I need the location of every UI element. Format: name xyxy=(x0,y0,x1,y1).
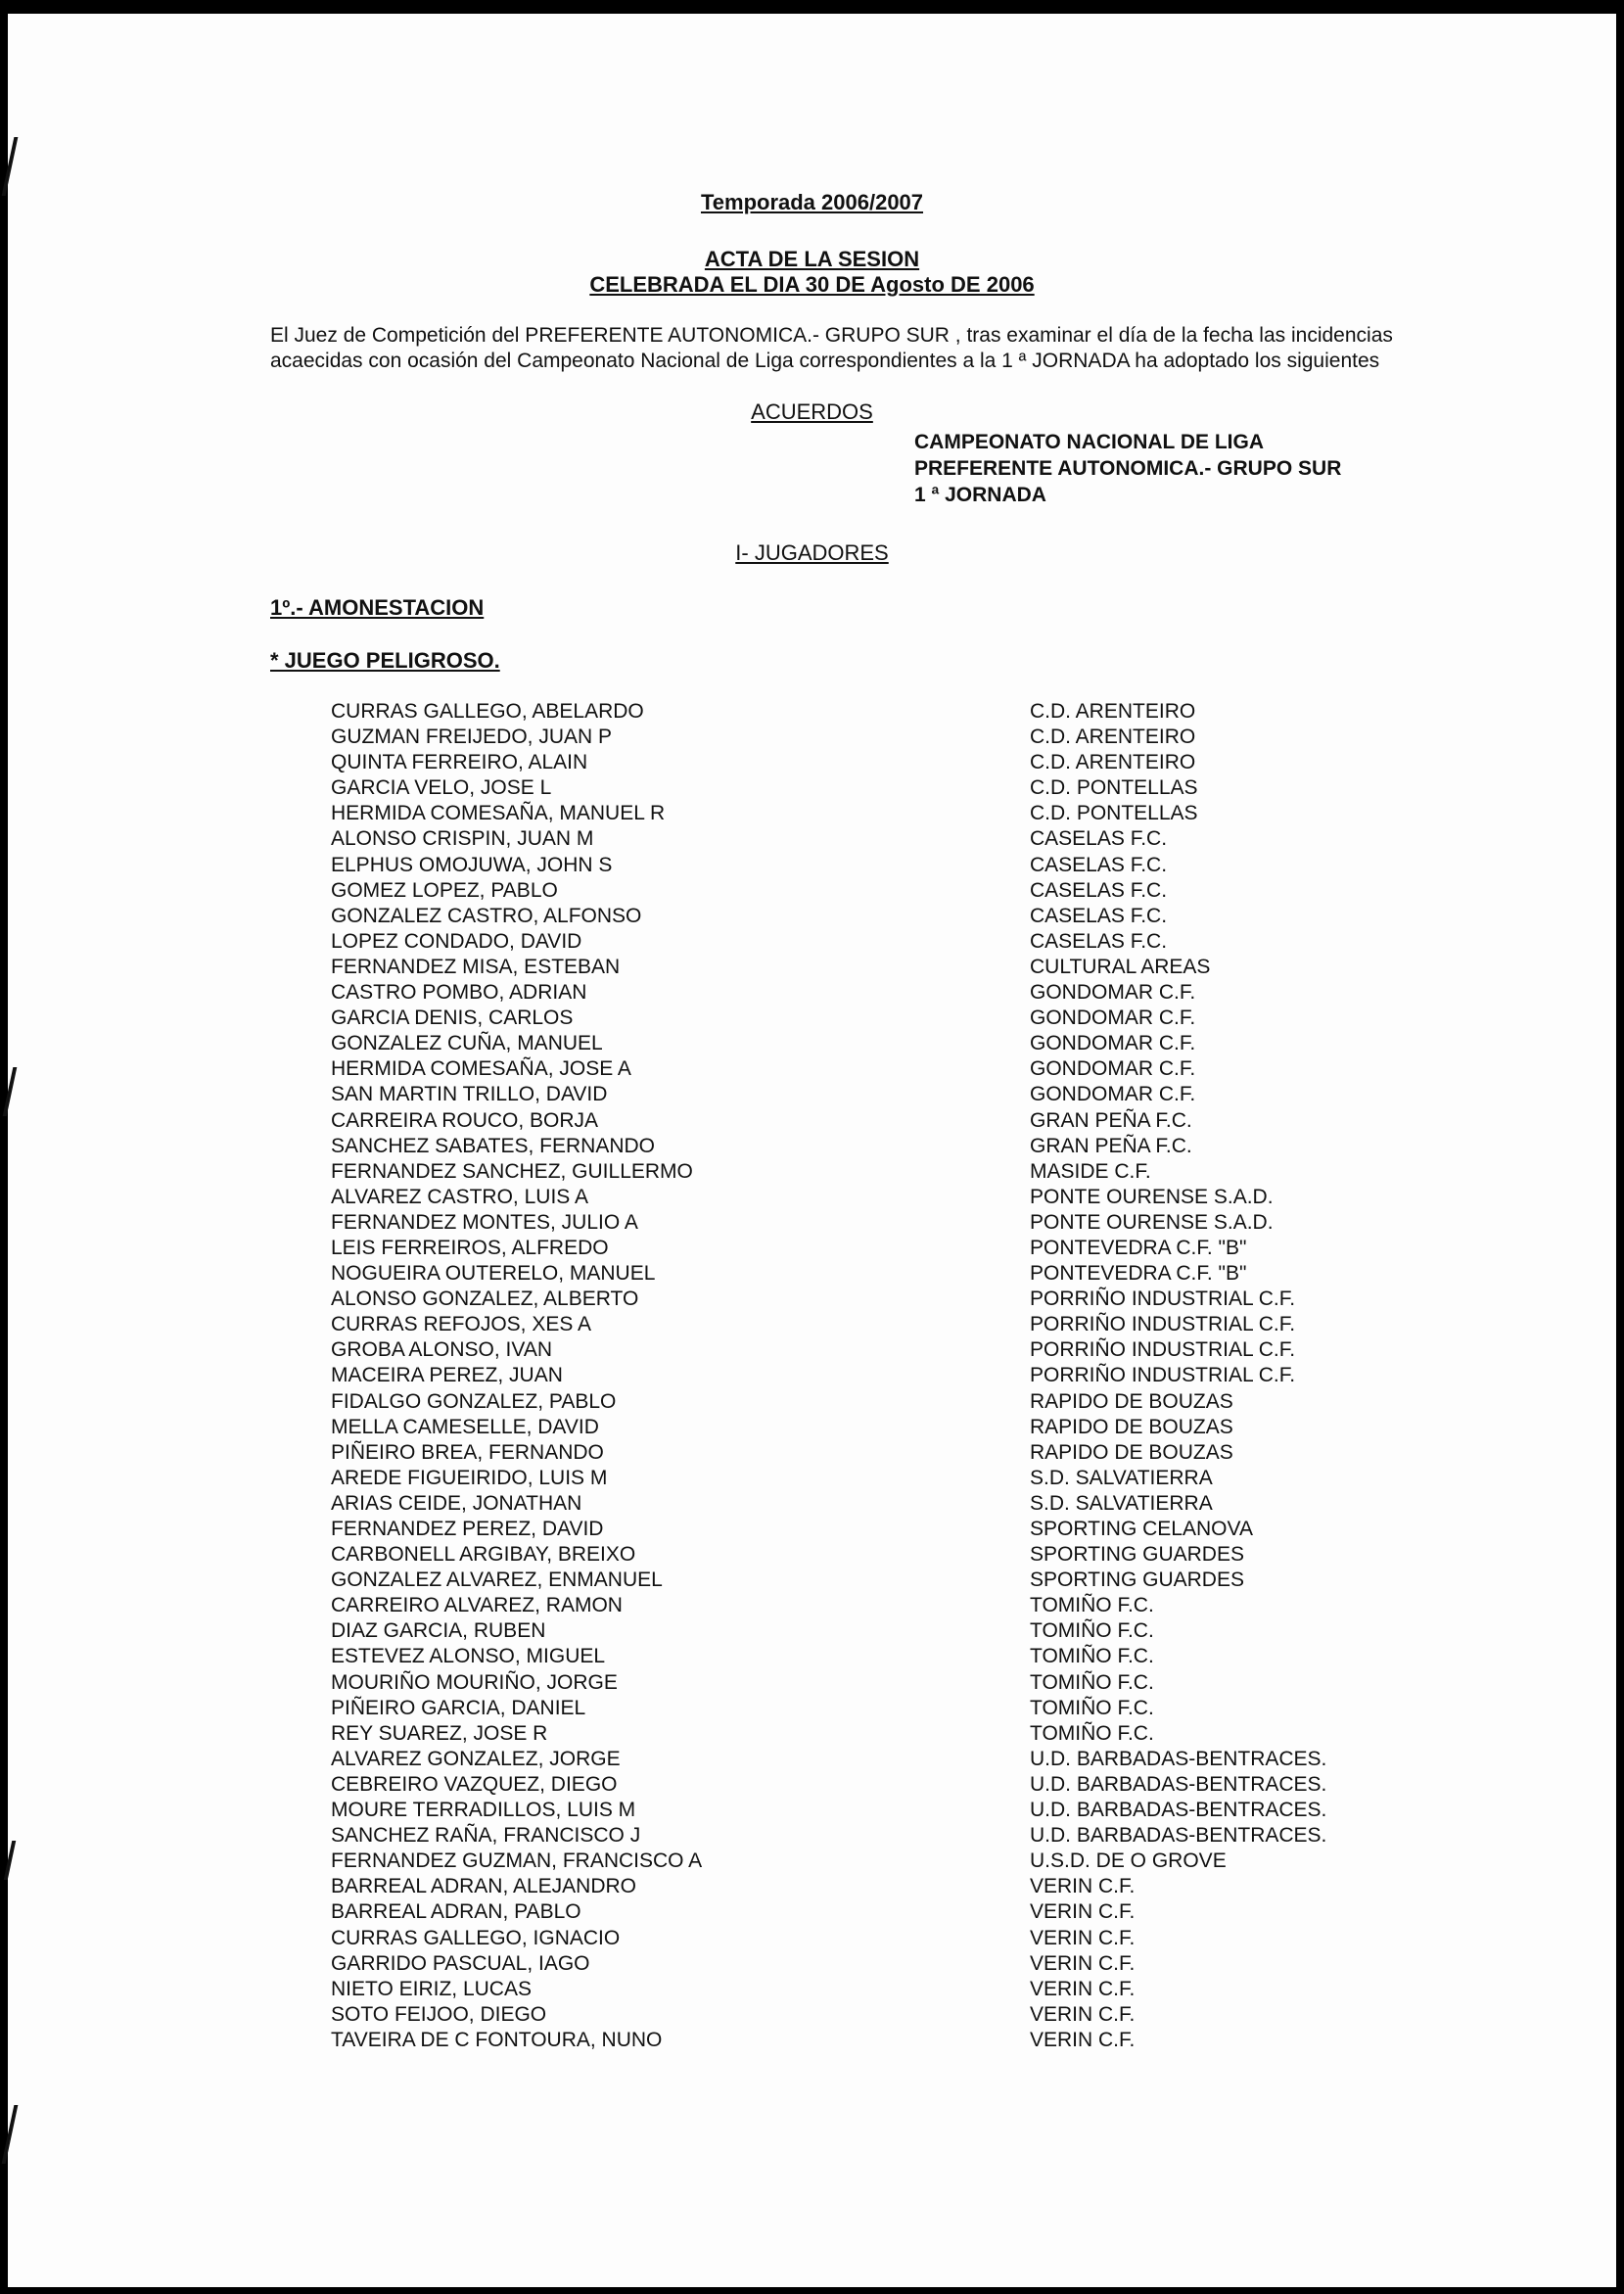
player-club: GONDOMAR C.F. xyxy=(1030,981,1196,1005)
player-name: MOURE TERRADILLOS, LUIS M xyxy=(331,1799,636,1822)
player-name: SAN MARTIN TRILLO, DAVID xyxy=(331,1083,608,1106)
player-name: CURRAS GALLEGO, IGNACIO xyxy=(331,1926,621,1949)
player-name: GROBA ALONSO, IVAN xyxy=(331,1338,553,1362)
player-club: CASELAS F.C. xyxy=(1030,878,1168,902)
player-club: U.D. BARBADAS-BENTRACES. xyxy=(1030,1772,1327,1796)
player-club: TOMIÑO F.C. xyxy=(1030,1645,1154,1668)
player-club: PONTEVEDRA C.F. "B" xyxy=(1030,1262,1247,1286)
intro-line: El Juez de Competición del PREFERENTE AUTONOMICA.- GRUPO SUR , tras examinar el día de la fecha las incidencias xyxy=(270,324,1393,347)
player-club: PORRIÑO INDUSTRIAL C.F. xyxy=(1030,1287,1296,1311)
player-club: VERIN C.F. xyxy=(1030,1875,1136,1898)
subsection-title: 1º.- AMONESTACION xyxy=(270,595,485,620)
player-club: U.S.D. DE O GROVE xyxy=(1030,1849,1227,1873)
player-name: LOPEZ CONDADO, DAVID xyxy=(331,929,582,953)
player-club: GONDOMAR C.F. xyxy=(1030,1057,1196,1081)
player-name: FERNANDEZ MISA, ESTEBAN xyxy=(331,955,621,978)
player-club: RAPIDO DE BOUZAS xyxy=(1030,1389,1233,1413)
player-name: CASTRO POMBO, ADRIAN xyxy=(331,981,587,1005)
session-date-title: CELEBRADA EL DIA 30 DE Agosto DE 2006 xyxy=(589,272,1035,297)
player-name: SANCHEZ SABATES, FERNANDO xyxy=(331,1134,655,1157)
player-club: PONTE OURENSE S.A.D. xyxy=(1030,1210,1274,1234)
player-club: VERIN C.F. xyxy=(1030,1951,1136,1975)
player-club: TOMIÑO F.C. xyxy=(1030,1670,1154,1694)
player-name: MOURIÑO MOURIÑO, JORGE xyxy=(331,1670,618,1694)
player-club: S.D. SALVATIERRA xyxy=(1030,1491,1213,1515)
player-name: PIÑEIRO GARCIA, DANIEL xyxy=(331,1696,586,1719)
player-club: C.D. ARENTEIRO xyxy=(1030,700,1196,723)
player-club: PORRIÑO INDUSTRIAL C.F. xyxy=(1030,1338,1296,1362)
player-club: PONTEVEDRA C.F. "B" xyxy=(1030,1236,1247,1259)
player-name: FERNANDEZ MONTES, JULIO A xyxy=(331,1210,638,1234)
player-name: GOMEZ LOPEZ, PABLO xyxy=(331,878,558,902)
player-club: TOMIÑO F.C. xyxy=(1030,1721,1154,1745)
player-name: SANCHEZ RAÑA, FRANCISCO J xyxy=(331,1824,641,1848)
player-club: TOMIÑO F.C. xyxy=(1030,1619,1154,1643)
document-page xyxy=(8,14,1616,2287)
player-name: CARREIRA ROUCO, BORJA xyxy=(331,1108,599,1132)
competition-block xyxy=(914,429,1341,508)
player-club: CASELAS F.C. xyxy=(1030,904,1168,927)
player-name: ALONSO GONZALEZ, ALBERTO xyxy=(331,1287,639,1311)
player-name: REY SUAREZ, JOSE R xyxy=(331,1721,548,1745)
player-club: MASIDE C.F. xyxy=(1030,1159,1151,1183)
player-name: GARCIA DENIS, CARLOS xyxy=(331,1007,574,1030)
player-club: SPORTING GUARDES xyxy=(1030,1543,1244,1567)
player-name: ALVAREZ GONZALEZ, JORGE xyxy=(331,1747,621,1770)
category-title: * JUEGO PELIGROSO. xyxy=(270,648,500,673)
player-name: QUINTA FERREIRO, ALAIN xyxy=(331,751,588,774)
acta-title: ACTA DE LA SESION xyxy=(704,247,920,271)
player-club: SPORTING GUARDES xyxy=(1030,1568,1244,1592)
player-name: GONZALEZ ALVAREZ, ENMANUEL xyxy=(331,1568,663,1592)
player-name: PIÑEIRO BREA, FERNANDO xyxy=(331,1440,604,1464)
player-club: GONDOMAR C.F. xyxy=(1030,1032,1196,1055)
player-club: U.D. BARBADAS-BENTRACES. xyxy=(1030,1799,1327,1822)
competition-name: CAMPEONATO NACIONAL DE LIGA xyxy=(914,431,1265,453)
acuerdos-heading: ACUERDOS xyxy=(751,399,873,424)
player-club: VERIN C.F. xyxy=(1030,1977,1136,2000)
player-club: U.D. BARBADAS-BENTRACES. xyxy=(1030,1747,1327,1770)
player-name: CURRAS REFOJOS, XES A xyxy=(331,1313,592,1336)
player-name: MELLA CAMESELLE, DAVID xyxy=(331,1415,599,1438)
player-club: VERIN C.F. xyxy=(1030,1900,1136,1924)
player-club: GONDOMAR C.F. xyxy=(1030,1007,1196,1030)
player-name: CEBREIRO VAZQUEZ, DIEGO xyxy=(331,1772,618,1796)
season-title: Temporada 2006/2007 xyxy=(700,190,924,214)
section-title: I- JUGADORES xyxy=(735,540,889,565)
player-name: BARREAL ADRAN, PABLO xyxy=(331,1900,581,1924)
player-name: CURRAS GALLEGO, ABELARDO xyxy=(331,700,644,723)
player-name: HERMIDA COMESAÑA, JOSE A xyxy=(331,1057,631,1081)
player-club: CASELAS F.C. xyxy=(1030,853,1168,876)
player-name: GONZALEZ CUÑA, MANUEL xyxy=(331,1032,603,1055)
player-club: RAPIDO DE BOUZAS xyxy=(1030,1440,1233,1464)
player-name: ELPHUS OMOJUWA, JOHN S xyxy=(331,853,613,876)
player-club: TOMIÑO F.C. xyxy=(1030,1696,1154,1719)
player-club: RAPIDO DE BOUZAS xyxy=(1030,1415,1233,1438)
player-name: AREDE FIGUEIRIDO, LUIS M xyxy=(331,1466,608,1489)
player-name: ALONSO CRISPIN, JUAN M xyxy=(331,827,594,851)
player-club: C.D. PONTELLAS xyxy=(1030,776,1198,800)
player-club: VERIN C.F. xyxy=(1030,2028,1136,2051)
player-name: ALVAREZ CASTRO, LUIS A xyxy=(331,1185,588,1208)
player-name: GONZALEZ CASTRO, ALFONSO xyxy=(331,904,642,927)
player-club: U.D. BARBADAS-BENTRACES. xyxy=(1030,1824,1327,1848)
player-club: CASELAS F.C. xyxy=(1030,929,1168,953)
player-name: FERNANDEZ SANCHEZ, GUILLERMO xyxy=(331,1159,693,1183)
player-club: GRAN PEÑA F.C. xyxy=(1030,1108,1192,1132)
competition-round: 1 ª JORNADA xyxy=(914,484,1046,506)
competition-group: PREFERENTE AUTONOMICA.- GRUPO SUR xyxy=(914,457,1342,480)
player-club: C.D. ARENTEIRO xyxy=(1030,751,1196,774)
player-name: TAVEIRA DE C FONTOURA, NUNO xyxy=(331,2028,663,2051)
player-club: CASELAS F.C. xyxy=(1030,827,1168,851)
player-club: PORRIÑO INDUSTRIAL C.F. xyxy=(1030,1313,1296,1336)
player-name: MACEIRA PEREZ, JUAN xyxy=(331,1364,563,1387)
player-name: CARBONELL ARGIBAY, BREIXO xyxy=(331,1543,636,1567)
player-name: ARIAS CEIDE, JONATHAN xyxy=(331,1491,582,1515)
player-club: VERIN C.F. xyxy=(1030,2002,1136,2026)
player-club: GRAN PEÑA F.C. xyxy=(1030,1134,1192,1157)
player-name: FIDALGO GONZALEZ, PABLO xyxy=(331,1389,617,1413)
player-name: CARREIRO ALVAREZ, RAMON xyxy=(331,1594,623,1617)
player-club: CULTURAL AREAS xyxy=(1030,955,1211,978)
player-name: NOGUEIRA OUTERELO, MANUEL xyxy=(331,1262,656,1286)
player-club: VERIN C.F. xyxy=(1030,1926,1136,1949)
player-name: ESTEVEZ ALONSO, MIGUEL xyxy=(331,1645,606,1668)
scan-edge xyxy=(0,137,8,2291)
player-club: SPORTING CELANOVA xyxy=(1030,1518,1253,1540)
player-name: GUZMAN FREIJEDO, JUAN P xyxy=(331,726,613,749)
player-club: S.D. SALVATIERRA xyxy=(1030,1466,1213,1489)
player-name: BARREAL ADRAN, ALEJANDRO xyxy=(331,1875,636,1898)
player-club: PONTE OURENSE S.A.D. xyxy=(1030,1185,1274,1208)
player-name: NIETO EIRIZ, LUCAS xyxy=(331,1977,532,2000)
player-club: TOMIÑO F.C. xyxy=(1030,1594,1154,1617)
player-club: GONDOMAR C.F. xyxy=(1030,1083,1196,1106)
player-name: DIAZ GARCIA, RUBEN xyxy=(331,1619,546,1643)
player-name: FERNANDEZ GUZMAN, FRANCISCO A xyxy=(331,1849,703,1873)
player-name: SOTO FEIJOO, DIEGO xyxy=(331,2002,547,2026)
player-name: GARCIA VELO, JOSE L xyxy=(331,776,552,800)
player-club: C.D. ARENTEIRO xyxy=(1030,726,1196,749)
intro-line: acaecidas con ocasión del Campeonato Nacional de Liga correspondientes a la 1 ª JORNADA ha adoptado los siguientes xyxy=(270,350,1380,372)
player-name: HERMIDA COMESAÑA, MANUEL R xyxy=(331,802,666,825)
player-name: FERNANDEZ PEREZ, DAVID xyxy=(331,1518,604,1540)
player-club: C.D. PONTELLAS xyxy=(1030,802,1198,825)
player-name: LEIS FERREIROS, ALFREDO xyxy=(331,1236,609,1259)
player-name: GARRIDO PASCUAL, IAGO xyxy=(331,1951,590,1975)
intro-paragraph xyxy=(270,323,1494,374)
player-club: PORRIÑO INDUSTRIAL C.F. xyxy=(1030,1364,1296,1387)
